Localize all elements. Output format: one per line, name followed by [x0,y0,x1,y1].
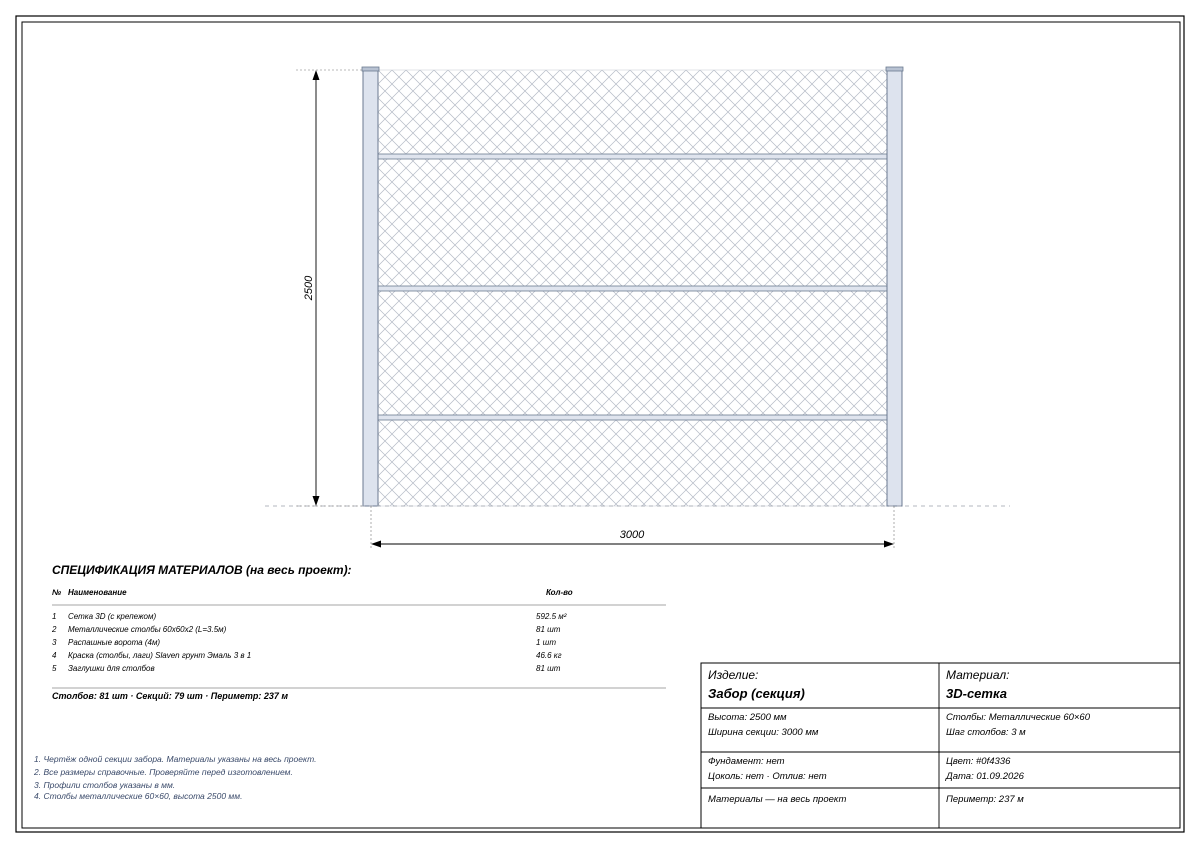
product-value: Забор (секция) [708,686,805,701]
spec-row-name: Металлические столбы 60x60x2 (L=3.5м) [68,625,227,634]
spec-row-num: 4 [52,651,57,660]
post-right-cap [886,67,903,71]
material-label: Материал: [946,668,1010,682]
perimeter-value: Периметр: 237 м [946,794,1024,805]
product-label: Изделие: [708,668,759,682]
width-dim-label: 3000 [619,529,645,541]
spec-row-num: 1 [52,612,57,621]
spec-row-qty: 81 шт [536,664,561,673]
spec-row-num: 5 [52,664,57,673]
drawing-notes [33,754,316,801]
material-value: 3D-сетка [946,686,1007,701]
spec-row-name: Распашные ворота (4м) [68,638,161,647]
spec-row-qty: 81 шт [536,625,561,634]
note-line: 3. Профили столбов указаны в мм. [34,780,176,790]
color-value: Цвет: #0f4336 [946,756,1011,767]
specification-table [51,563,666,701]
spec-summary: Столбов: 81 шт · Секций: 79 шт · Периметр: 237 м [52,691,289,701]
section-width-value: Ширина секции: 3000 мм [708,727,819,738]
spec-title: СПЕЦИФИКАЦИЯ МАТЕРИАЛОВ (на весь проект): [52,563,352,577]
title-block [701,663,1180,828]
height-dim-label: 2500 [303,275,315,301]
spec-row-qty: 1 шт [536,638,556,647]
spec-row-name: Сетка 3D (с крепежом) [68,612,157,621]
rail-3 [378,415,888,420]
spec-row-num: 3 [52,638,57,647]
spec-col-num: № [52,588,62,597]
note-line: 1. Чертёж одной секции забора. Материалы указаны на весь проект. [34,754,317,764]
spec-row-name: Краска (столбы, лаги) Slaven грунт Эмаль 3 в 1 [68,651,252,660]
posts-value: Столбы: Металлические 60×60 [946,712,1091,723]
plinth-value: Цоколь: нет · Отлив: нет [708,771,827,782]
spec-col-qty: Кол-во [546,588,573,597]
spec-row-num: 2 [52,625,57,634]
post-left [363,70,378,506]
post-right [887,70,902,506]
rail-2 [378,286,888,291]
spec-row-name: Заглушки для столбов [68,664,155,673]
date-value: Дата: 01.09.2026 [946,771,1024,782]
spec-row-qty: 46.6 кг [536,651,562,660]
spec-row-qty: 592.5 м² [536,612,567,621]
post-step-value: Шаг столбов: 3 м [946,727,1026,738]
note-line: 2. Все размеры справочные. Проверяйте перед изготовлением. [34,767,293,777]
height-value: Высота: 2500 мм [708,712,787,723]
note-line: 4. Столбы металлические 60×60, высота 2500 мм. [34,791,243,801]
rail-1 [378,154,888,159]
post-left-cap [362,67,379,71]
materials-note: Материалы — на весь проект [708,794,847,805]
spec-col-name: Наименование [68,588,127,597]
fence-section [362,67,903,506]
width-dimension [371,506,894,550]
foundation-value: Фундамент: нет [708,756,785,767]
height-dimension [296,70,362,506]
